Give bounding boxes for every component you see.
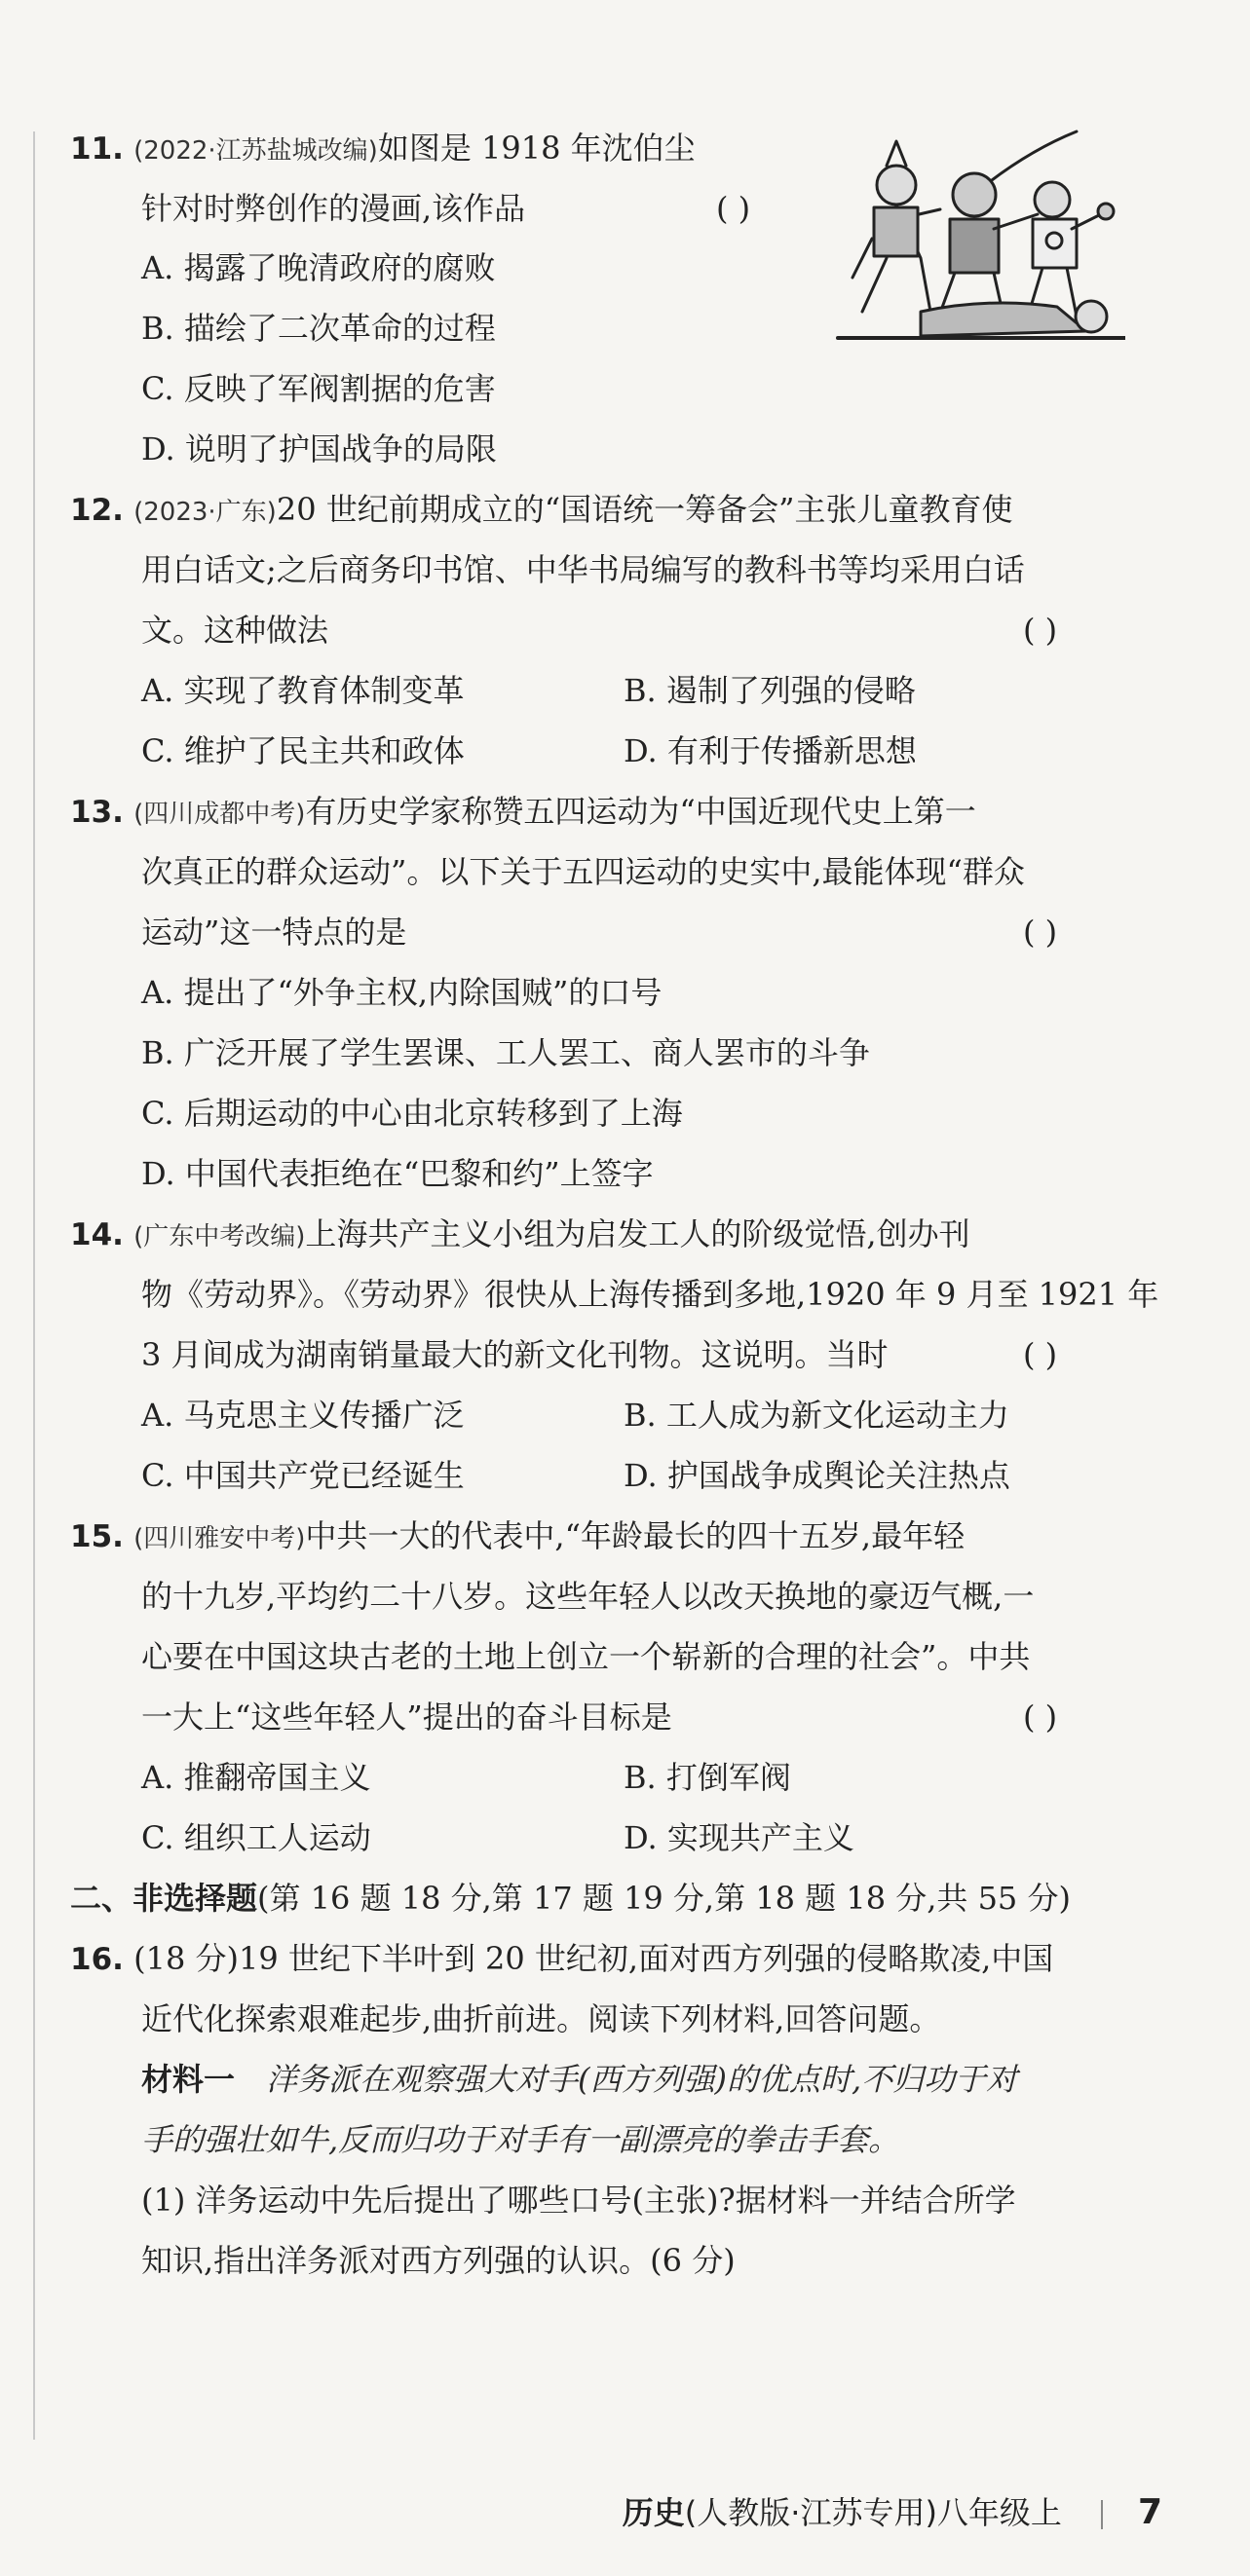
page-footer — [623, 2493, 1162, 2532]
q15-stem-line2: 的十九岁,平均约二十八岁。这些年轻人以改天换地的豪迈气概,一 — [141, 1578, 1035, 1615]
q15-answer-paren: ( ) — [1023, 1699, 1058, 1736]
q11-number: 11. — [70, 131, 124, 167]
q14-answer-paren: ( ) — [1023, 1336, 1058, 1373]
q12-stem-line1 — [70, 490, 1012, 532]
section-2-note: (第 16 题 18 分,第 17 题 19 分,第 18 题 18 分,共 55 分) — [257, 1880, 1071, 1917]
q11-option-d: D. 说明了护国战争的局限 — [141, 430, 497, 467]
footer-book-title: 历史 — [622, 2494, 685, 2531]
q11-option-a: A. 揭露了晚清政府的腐败 — [141, 249, 496, 286]
q14-stem-line3: 3 月间成为湖南销量最大的新文化刊物。这说明。当时 — [141, 1336, 889, 1373]
q15-stem-text1: 中共一大的代表中,“年龄最长的四十五岁,最年轻 — [305, 1517, 966, 1554]
q12-number: 12. — [70, 493, 124, 528]
q14-option-c: C. 中国共产党已经诞生 — [141, 1457, 465, 1494]
q11-stem-text1: 如图是 1918 年沈伯尘 — [377, 130, 696, 167]
q15-option-c: C. 组织工人运动 — [141, 1819, 371, 1856]
q13-option-a: A. 提出了“外争主权,内除国贼”的口号 — [141, 974, 663, 1011]
q12-option-d: D. 有利于传播新思想 — [624, 732, 917, 769]
q16-material1-line2: 手的强壮如牛,反而归功于对手有一副漂亮的拳击手套。 — [141, 2121, 900, 2158]
footer-divider — [1101, 2500, 1103, 2529]
q14-option-d: D. 护国战争成舆论关注热点 — [624, 1457, 1010, 1494]
q13-answer-paren: ( ) — [1023, 914, 1058, 951]
q16-points: (18 分) — [133, 1940, 239, 1977]
q12-stem-text1: 20 世纪前期成立的“国语统一筹备会”主张儿童教育使 — [276, 491, 1013, 528]
q15-stem-line3: 心要在中国这块古老的土地上创立一个崭新的合理的社会”。中共 — [141, 1638, 1031, 1675]
q15-option-d: D. 实现共产主义 — [624, 1819, 854, 1856]
q13-source: (四川成都中考) — [133, 800, 306, 829]
q15-option-a: A. 推翻帝国主义 — [141, 1759, 371, 1796]
q13-stem-line2: 次真正的群众运动”。以下关于五四运动的史实中,最能体现“群众 — [141, 853, 1025, 890]
q13-option-c: C. 后期运动的中心由北京转移到了上海 — [141, 1095, 683, 1132]
q11-option-c: C. 反映了军阀割据的危害 — [141, 370, 496, 407]
q11-source: (2022·江苏盐城改编) — [133, 136, 378, 166]
q12-stem-line3: 文。这种做法 — [141, 612, 329, 649]
q13-number: 13. — [70, 795, 124, 830]
q12-source: (2023·广东) — [133, 498, 277, 527]
margin-rule — [33, 131, 35, 2440]
q14-source: (广东中考改编) — [133, 1222, 306, 1251]
q15-stem-line4: 一大上“这些年轻人”提出的奋斗目标是 — [141, 1699, 672, 1736]
page-number: 7 — [1137, 2492, 1162, 2532]
q14-number: 14. — [70, 1217, 124, 1252]
material-1-label: 材料一 — [141, 2061, 236, 2098]
q15-number: 15. — [70, 1519, 124, 1554]
q12-option-b: B. 遏制了列强的侵略 — [624, 672, 916, 709]
warlord-cartoon-illustration — [833, 122, 1125, 346]
q13-option-d: D. 中国代表拒绝在“巴黎和约”上签字 — [141, 1155, 654, 1192]
q11-stem-line1 — [70, 129, 696, 170]
q16-stem-text1: 19 世纪下半叶到 20 世纪初,面对西方列强的侵略欺凌,中国 — [238, 1940, 1054, 1977]
q15-option-b: B. 打倒军阀 — [624, 1759, 791, 1796]
q12-answer-paren: ( ) — [1023, 612, 1058, 649]
q16-number: 16. — [70, 1942, 124, 1977]
q16-stem-line1 — [70, 1939, 1053, 1979]
section-2-heading — [70, 1879, 1071, 1918]
q13-option-b: B. 广泛开展了学生罢课、工人罢工、商人罢市的斗争 — [141, 1034, 870, 1071]
q15-source: (四川雅安中考) — [133, 1524, 306, 1553]
q11-option-b: B. 描绘了二次革命的过程 — [141, 310, 496, 347]
q13-stem-line1 — [70, 792, 976, 834]
q16-material1-line1 — [141, 2060, 1017, 2099]
q12-option-a: A. 实现了教育体制变革 — [141, 672, 465, 709]
q16-stem-line2: 近代化探索艰难起步,曲折前进。阅读下列材料,回答问题。 — [141, 2000, 941, 2037]
q14-stem-line2: 物《劳动界》。《劳动界》很快从上海传播到多地,1920 年 9 月至 1921 年 — [141, 1276, 1159, 1313]
q16-sub1-line2: 知识,指出洋务派对西方列强的认识。(6 分) — [141, 2242, 736, 2279]
q15-stem-line1 — [70, 1516, 965, 1558]
q11-stem-line2: 针对时弊创作的漫画,该作品 — [141, 190, 526, 227]
q12-option-c: C. 维护了民主共和政体 — [141, 732, 465, 769]
q14-stem-line1 — [70, 1214, 970, 1256]
q13-stem-text1: 有历史学家称赞五四运动为“中国近现代史上第一 — [305, 793, 976, 830]
q14-stem-text1: 上海共产主义小组为启发工人的阶级觉悟,创办刊 — [305, 1215, 970, 1252]
q14-option-b: B. 工人成为新文化运动主力 — [624, 1397, 1009, 1434]
material-1-text1: 洋务派在观察强大对手(西方列强)的优点时,不归功于对 — [266, 2061, 1018, 2098]
q12-stem-line2: 用白话文;之后商务印书馆、中华书局编写的教科书等均采用白话 — [141, 551, 1025, 588]
footer-edition: (人教版·江苏专用)八年级上 — [684, 2494, 1062, 2531]
q13-stem-line3: 运动”这一特点的是 — [141, 914, 407, 951]
q11-answer-paren: ( ) — [716, 190, 751, 227]
q16-sub1-line1: (1) 洋务运动中先后提出了哪些口号(主张)?据材料一并结合所学 — [141, 2182, 1016, 2219]
q14-option-a: A. 马克思主义传播广泛 — [141, 1397, 465, 1434]
section-2-title: 二、非选择题 — [70, 1880, 258, 1917]
